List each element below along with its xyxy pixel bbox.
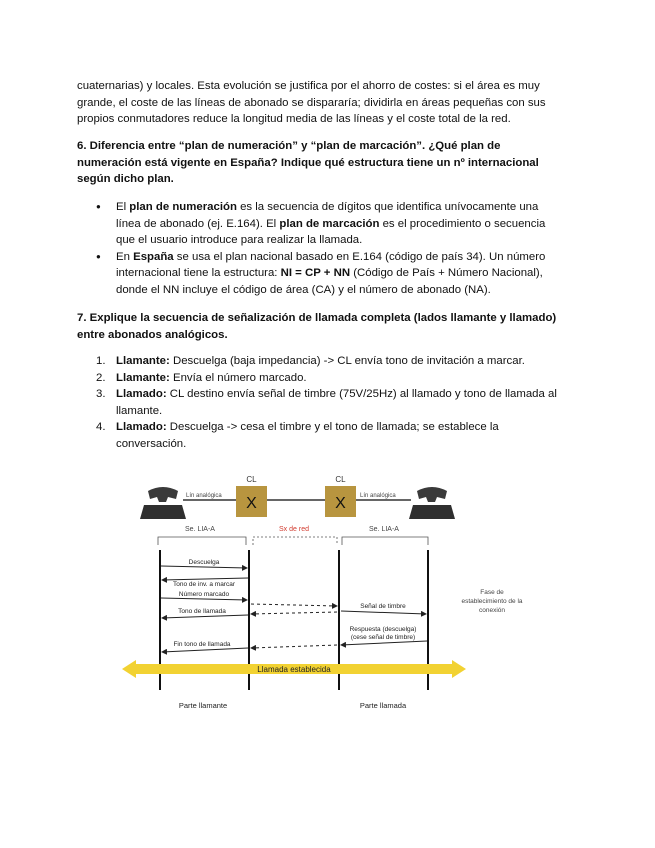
left-line-label: Lín analógica <box>186 493 222 499</box>
right-signaling-label: Se. LIA-A <box>369 526 399 533</box>
msg-arrow-fin-tono <box>162 648 248 652</box>
msg-label-senal-timbre: Señal de timbre <box>360 603 406 610</box>
q6-b2-bold-a: España <box>133 250 174 263</box>
right-telephone-icon <box>409 487 455 519</box>
left-signaling-label: Se. LIA-A <box>185 526 215 533</box>
right-line-label: Lín analógica <box>360 493 396 499</box>
right-scope-bracket <box>342 537 428 545</box>
msg-label-respuesta-1: Respuesta (descuelga) <box>349 626 417 633</box>
msg-label-respuesta-2: (cese señal de timbre) <box>350 634 416 641</box>
q6-b1-text-a: El <box>116 201 130 213</box>
step-number: 1. <box>96 355 106 367</box>
q6-b1-bold-b: plan de marcación <box>279 217 380 230</box>
left-telephone-icon <box>140 487 186 519</box>
q6-line-2: numeración está vigente en España? Indique qué estructura tiene un nº internacional <box>77 156 539 169</box>
q6-b2-text-b: se usa el plan nacional basado en E.164 (código de país 34). Un número <box>173 250 546 263</box>
step-text: CL destino envía señal de timbre (75V/25Hz) al llamado y tono de llamada al <box>166 388 557 401</box>
q6-b2-text-e: donde el NN incluye el código de área (CA) y el número de abonado (NA). <box>116 283 491 296</box>
step-actor: Llamante: <box>116 371 170 384</box>
phase-label-2: establecimiento de la <box>461 598 523 605</box>
q6-line-1: 6. Diferencia entre “plan de numeración” y “plan de marcación”. ¿Qué plan de <box>77 140 501 152</box>
step-actor: Llamado: <box>116 421 167 434</box>
q6-b2-text-a: En <box>116 250 134 263</box>
q6-b1-text-d: es el procedimiento o secuencia <box>379 217 546 230</box>
msg-label-descuelga: Descuelga <box>188 559 220 566</box>
msg-arrow-senal-timbre <box>341 611 426 614</box>
q6-b2-text-c: internacional tiene la estructura: <box>116 267 281 280</box>
step-actor: Llamante: <box>116 355 170 367</box>
msg-arrow-tono-llamada <box>162 615 248 618</box>
msg-arrow-invitacion <box>162 578 248 580</box>
q6-b1-bold-a: plan de numeración <box>129 201 237 213</box>
q7-line-2: entre abonados analógicos. <box>77 328 228 341</box>
step-text: Descuelga -> cesa el timbre y el tono de llamada; se establece la <box>166 421 499 434</box>
step-text: Descuelga (baja impedancia) -> CL envía tono de invitación a marcar. <box>169 355 525 367</box>
intro-line-3: propios conmutadores reduce la longitud media de las líneas y el coste total de la red. <box>77 113 511 126</box>
network-signaling-label: Sx de red <box>279 526 309 533</box>
phase-label-1: Fase de <box>480 589 504 596</box>
intro-line-1: cuaternarias) y locales. Esta evolución se justifica por el ahorro de costes: si el área es muy <box>77 80 540 92</box>
msg-arrow-respuesta <box>341 641 427 645</box>
msg-label-invitacion: Tono de inv. a marcar <box>172 581 236 588</box>
q6-b1-text-b: es la secuencia de dígitos que identifica unívocamente una <box>236 201 539 213</box>
step-text-continued: conversación. <box>116 437 187 450</box>
intro-line-2: grande, el coste de las líneas de abonado se dispararía; dividirla en áreas pequeñas con sus <box>77 96 546 109</box>
left-cl-label: CL <box>246 475 257 484</box>
callee-party-label: Parte llamada <box>359 701 407 710</box>
network-scope-bracket <box>253 537 337 545</box>
left-switch-symbol: X <box>246 495 257 512</box>
caller-party-label: Parte llamante <box>178 701 228 710</box>
step-actor: Llamado: <box>116 388 167 401</box>
msg-arrow-descuelga <box>161 566 247 568</box>
call-established-label: Llamada establecida <box>257 665 331 674</box>
msg-arrow-network-alert <box>251 612 337 614</box>
phase-label-3: conexión <box>478 607 506 614</box>
step-text-continued: llamante. <box>116 404 163 417</box>
right-switch-symbol: X <box>335 495 346 512</box>
right-cl-label: CL <box>335 475 346 484</box>
q6-line-3: según dicho plan. <box>77 173 174 186</box>
msg-label-tono-llamada: Tono de llamada <box>178 608 226 615</box>
msg-arrow-network-answer <box>251 645 337 648</box>
msg-label-fin-tono: Fin tono de llamada <box>173 641 231 648</box>
step-number: 4. <box>96 421 106 434</box>
q6-b2-bold-b: NI = CP + NN <box>280 267 351 280</box>
msg-arrow-numero <box>161 598 247 600</box>
step-number: 3. <box>96 388 106 401</box>
q6-b1-text-c: línea de abonado (ej. E.164). El <box>116 217 280 230</box>
msg-label-numero: Número marcado <box>178 591 230 598</box>
msg-arrow-network-setup <box>251 604 337 606</box>
step-text: Envía el número marcado. <box>169 371 307 384</box>
q6-b2-text-d: (Código de País + Número Nacional), <box>350 267 543 280</box>
q7-line-1: 7. Explique la secuencia de señalización de llamada completa (lados llamante y llamado) <box>77 312 557 324</box>
q6-b1-text-e: que el usuario introduce para realizar la llamada. <box>116 234 363 247</box>
step-number: 2. <box>96 371 106 384</box>
left-scope-bracket <box>158 537 246 545</box>
